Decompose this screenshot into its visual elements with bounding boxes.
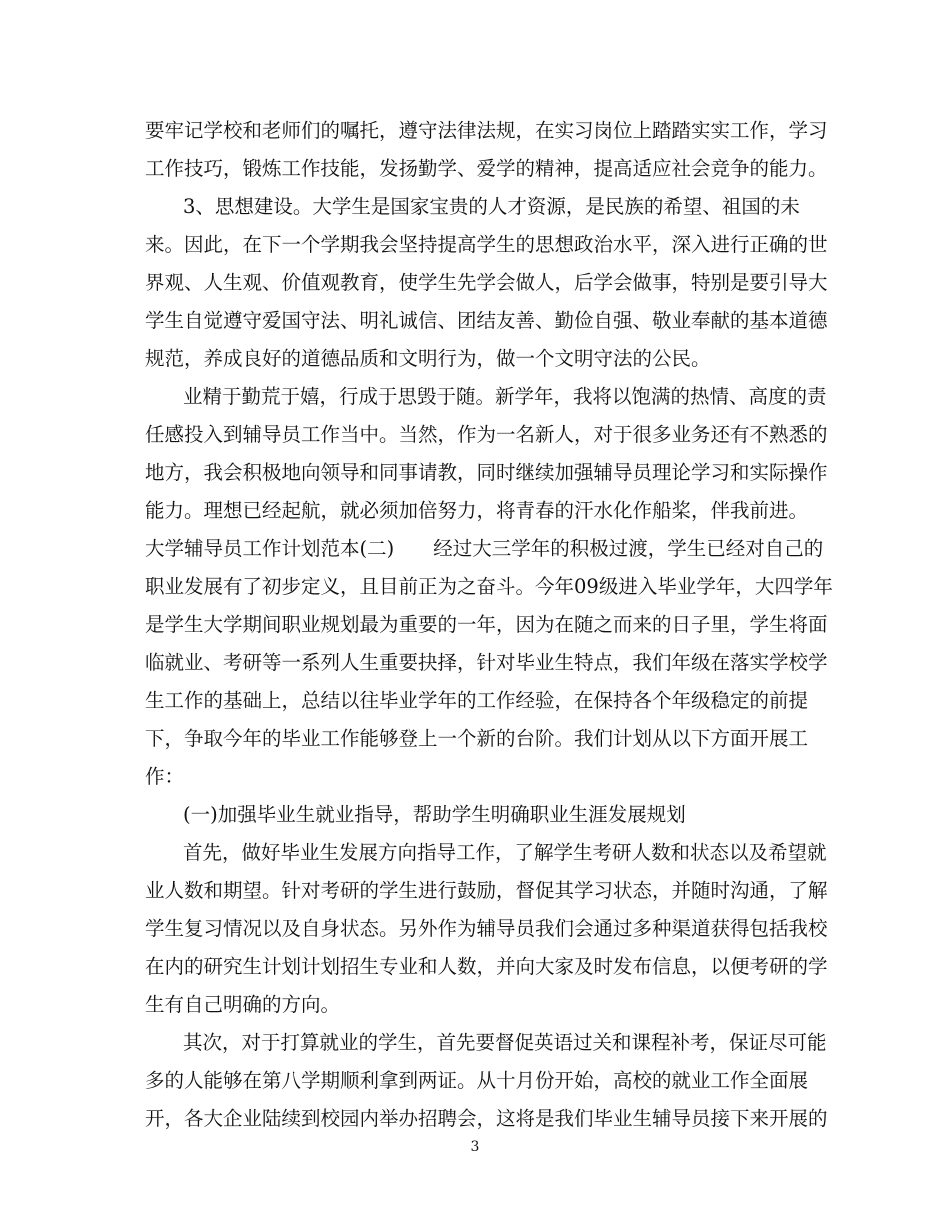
body-text-line: 学生复习情况以及自身状态。另外作为辅导员我们会通过多种渠道获得包括我校	[145, 917, 828, 940]
body-text-line: 业人数和期望。针对考研的学生进行鼓励，督促其学习状态，并随时沟通，了解	[145, 879, 828, 902]
body-text-line: 下，争取今年的毕业工作能够登上一个新的台阶。我们计划从以下方面开展工	[145, 727, 809, 750]
body-text-line: 开，各大企业陆续到校园内举办招聘会，这将是我们毕业生辅导员接下来开展的	[145, 1107, 828, 1130]
body-text-line: 首先，做好毕业生发展方向指导工作，了解学生考研人数和状态以及希望就	[183, 841, 827, 864]
body-text-line: 作：	[145, 765, 185, 788]
body-text-line: 业精于勤荒于嬉，行成于思毁于随。新学年，我将以饱满的热情、高度的责	[183, 385, 827, 408]
body-text-line: 界观、人生观、价值观教育，使学生先学会做人，后学会做事，特别是要引导大	[145, 271, 828, 294]
body-text-line: 其次，对于打算就业的学生，首先要督促英语过关和课程补考，保证尽可能	[183, 1031, 827, 1054]
body-text-line: 规范，养成良好的道德品质和文明行为，做一个文明守法的公民。	[145, 347, 711, 370]
body-text-line: 3、思想建设。大学生是国家宝贵的人才资源，是民族的希望、祖国的未	[183, 195, 800, 218]
body-text-line: 地方，我会积极地向领导和同事请教，同时继续加强辅导员理论学习和实际操作	[145, 461, 828, 484]
body-text-line: 生工作的基础上，总结以往毕业学年的工作经验，在保持各个年级稳定的前提	[145, 689, 809, 712]
body-text-line: 任感投入到辅导员工作当中。当然，作为一名新人，对于很多业务还有不熟悉的	[145, 423, 828, 446]
subheading-line: (一)加强毕业生就业指导，帮助学生明确职业生涯发展规划	[183, 803, 686, 826]
body-text-line: 多的人能够在第八学期顺利拿到两证。从十月份开始，高校的就业工作全面展	[145, 1069, 809, 1092]
body-text-line: 工作技巧，锻炼工作技能，发扬勤学、爱学的精神，提高适应社会竞争的能力。	[145, 157, 828, 180]
body-text-line: 生有自己明确的方向。	[145, 993, 341, 1016]
body-text-line: 要牢记学校和老师们的嘱托，遵守法律法规，在实习岗位上踏踏实实工作，学习	[145, 119, 828, 142]
section-heading-line: 大学辅导员工作计划范本(二) 经过大三学年的积极过渡，学生已经对自己的	[145, 537, 824, 560]
body-text-line: 临就业、考研等一系列人生重要抉择，针对毕业生特点，我们年级在落实学校学	[145, 651, 828, 674]
body-text-line: 能力。理想已经起航，就必须加倍努力，将青春的汗水化作船桨，伴我前进。	[145, 499, 809, 522]
body-text-line: 学生自觉遵守爱国守法、明礼诚信、团结友善、勤俭自强、敬业奉献的基本道德	[145, 309, 828, 332]
body-text-line: 职业发展有了初步定义，且目前正为之奋斗。今年09级进入毕业学年，大四学年	[145, 575, 833, 598]
page-number: 3	[470, 1139, 480, 1155]
body-text-line: 在内的研究生计划计划招生专业和人数，并向大家及时发布信息，以便考研的学	[145, 955, 828, 978]
body-text-line: 来。因此，在下一个学期我会坚持提高学生的思想政治水平，深入进行正确的世	[145, 233, 828, 256]
body-text-line: 是学生大学期间职业规划最为重要的一年，因为在随之而来的日子里，学生将面	[145, 613, 828, 636]
